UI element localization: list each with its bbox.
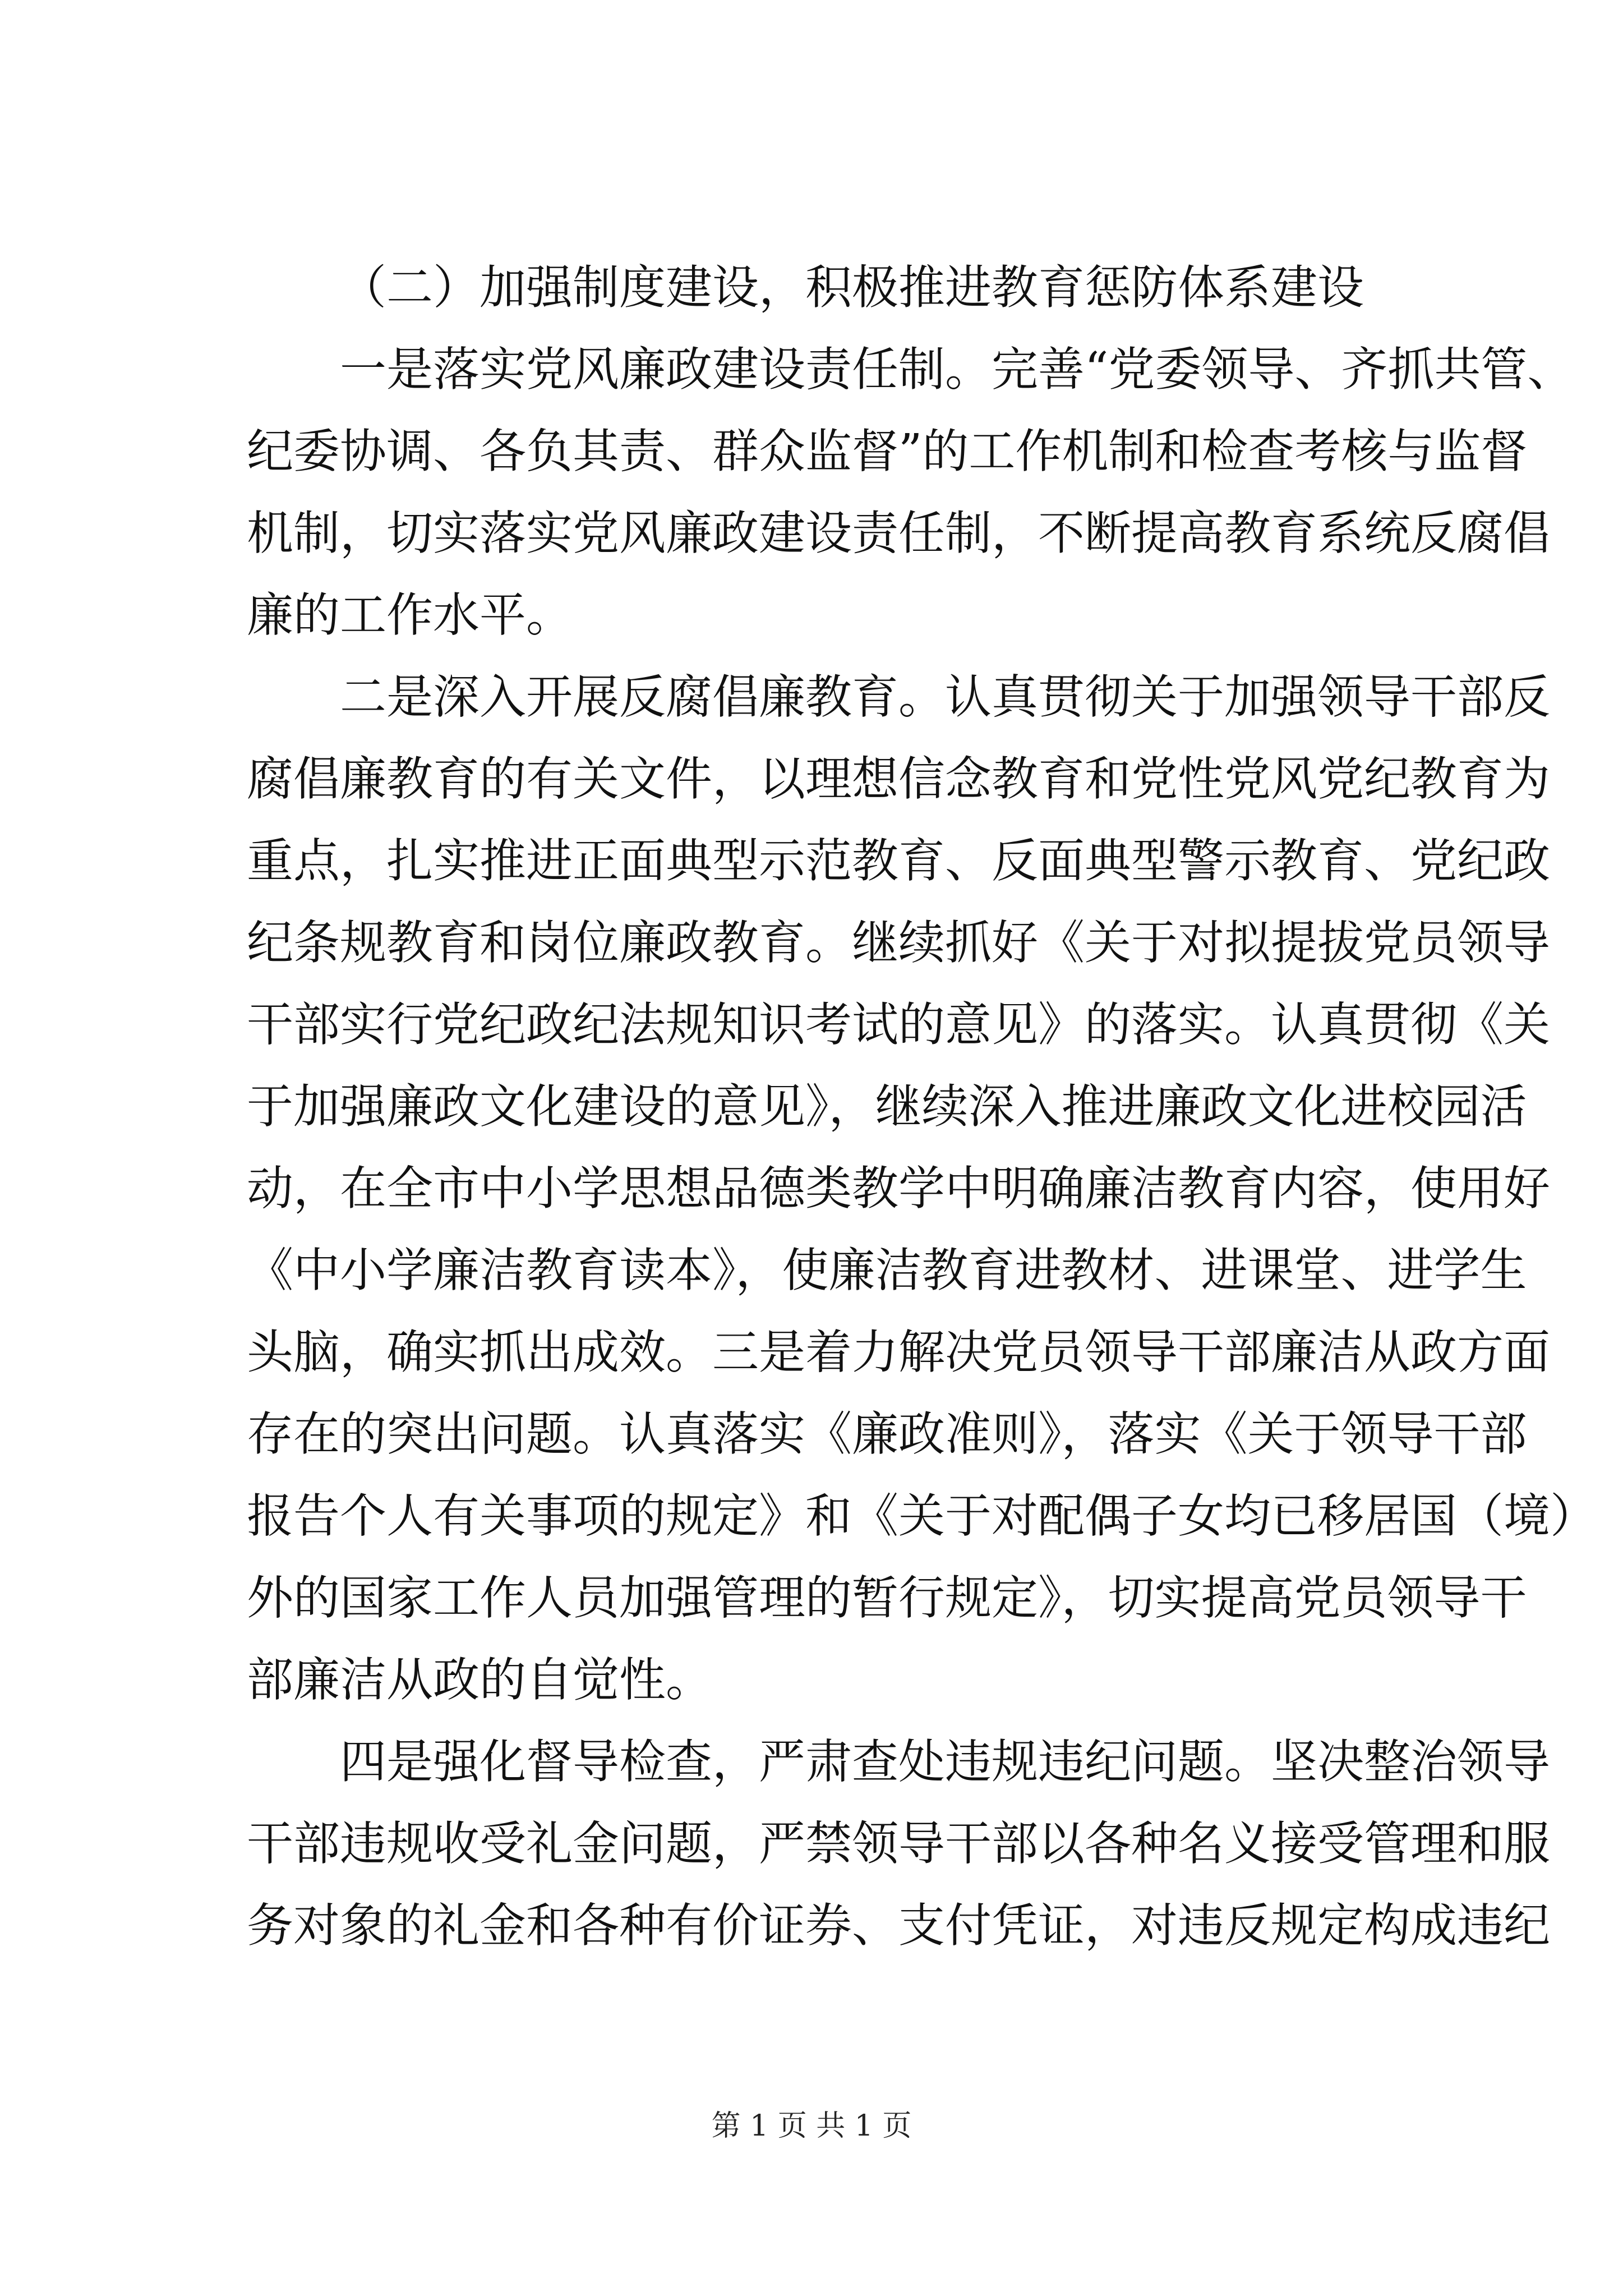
paragraph-line: 存在的突出问题。认真落实《廉政准则》，落实《关于领导干部 <box>247 1407 1527 1461</box>
paragraph-line: 一是落实党风廉政建设责任制。完善“党委领导、齐抓共管、 <box>340 342 1574 397</box>
paragraph-line: 于加强廉政文化建设的意见》，继续深入推进廉政文化进校园活 <box>247 1079 1527 1134</box>
paragraph-line: 部廉洁从政的自觉性。 <box>247 1653 712 1707</box>
document-body <box>247 247 1597 1967</box>
paragraph-line: 纪条规教育和岗位廉政教育。继续抓好《关于对拟提拔党员领导 <box>247 915 1550 970</box>
paragraph-line: 纪委协调、各负其责、群众监督”的工作机制和检查考核与监督 <box>247 424 1528 478</box>
page-footer: 第 1 页 共 1 页 <box>711 2109 912 2143</box>
paragraph-line: 头脑，确实抓出成效。三是着力解决党员领导干部廉洁从政方面 <box>247 1325 1550 1379</box>
paragraph-line: 廉的工作水平。 <box>247 588 573 642</box>
paragraph-line: 干部违规收受礼金问题，严禁领导干部以各种名义接受管理和服 <box>247 1816 1550 1871</box>
paragraph-line: 干部实行党纪政纪法规知识考试的意见》的落实。认真贯彻《关 <box>247 997 1550 1052</box>
paragraph-line: 机制，切实落实党风廉政建设责任制，不断提高教育系统反腐倡 <box>247 506 1550 560</box>
section-heading: （二）加强制度建设，积极推进教育惩防体系建设 <box>340 260 1364 315</box>
paragraph-line: 动，在全市中小学思想品德类教学中明确廉洁教育内容，使用好 <box>247 1161 1550 1216</box>
paragraph-line: 外的国家工作人员加强管理的暂行规定》，切实提高党员领导干 <box>247 1571 1527 1625</box>
paragraph-line: 《中小学廉洁教育读本》，使廉洁教育进教材、进课堂、进学生 <box>247 1243 1527 1297</box>
paragraph-line: 重点，扎实推进正面典型示范教育、反面典型警示教育、党纪政 <box>247 834 1550 888</box>
paragraph-line: 腐倡廉教育的有关文件，以理想信念教育和党性党风党纪教育为 <box>247 752 1550 806</box>
paragraph-line: 二是深入开展反腐倡廉教育。认真贯彻关于加强领导干部反 <box>340 670 1550 724</box>
paragraph-line: 报告个人有关事项的规定》和《关于对配偶子女均已移居国（境） <box>247 1489 1597 1543</box>
paragraph-line: 务对象的礼金和各种有价证券、支付凭证，对违反规定构成违纪 <box>247 1898 1550 1953</box>
paragraph-line: 四是强化督导检查，严肃查处违规违纪问题。坚决整治领导 <box>340 1734 1550 1789</box>
